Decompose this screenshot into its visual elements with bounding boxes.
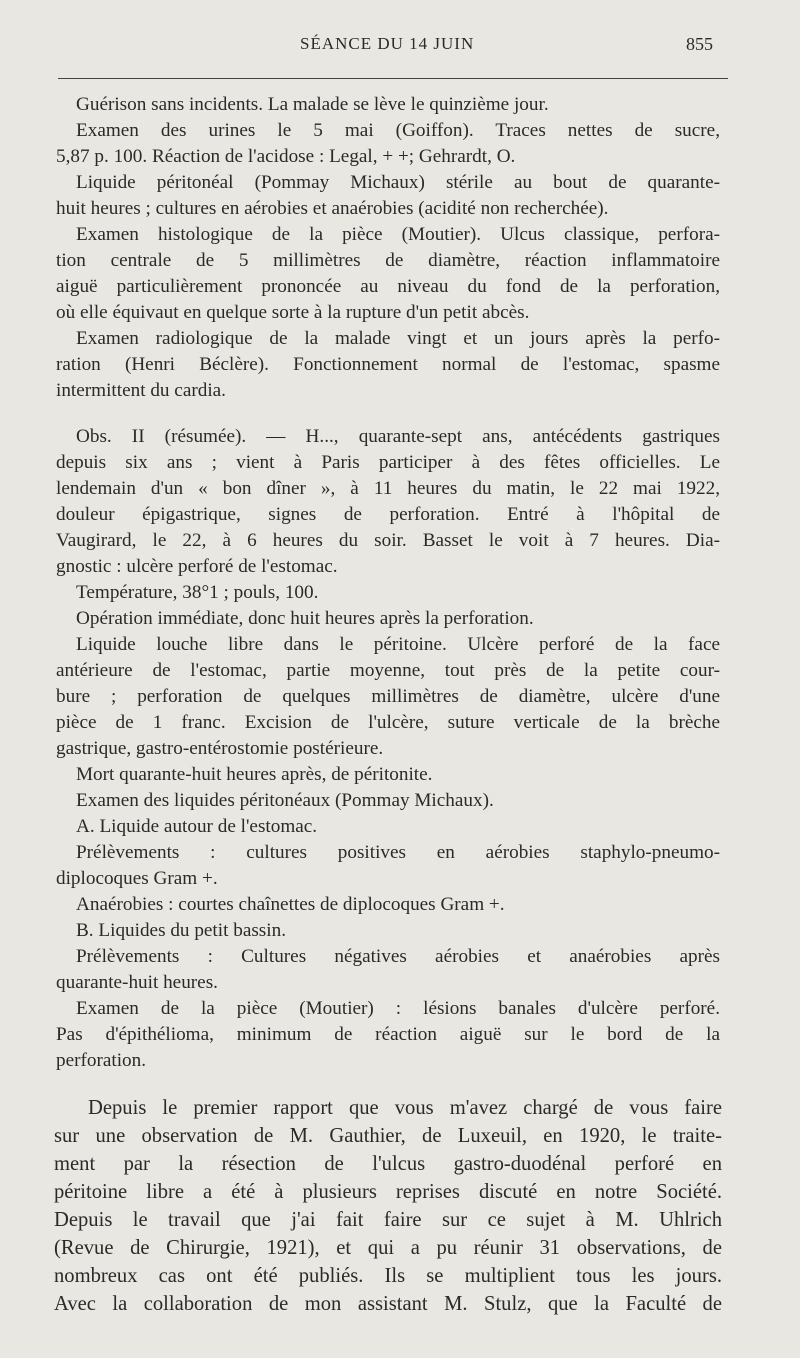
text-line: antérieure de l'estomac, partie moyenne, tout près de la petite cour-: [56, 660, 720, 681]
text-line: Examen radiologique de la malade vingt et un jours après la perfo-: [76, 328, 720, 349]
text-line: tion centrale de 5 millimètres de diamètre, réaction inflammatoire: [56, 250, 720, 271]
text-line: Depuis le premier rapport que vous m'avez chargé de vous faire: [88, 1097, 722, 1119]
text-line: où elle équivaut en quelque sorte à la rupture d'un petit abcès.: [56, 302, 530, 323]
text-line: Guérison sans incidents. La malade se lève le quinzième jour.: [76, 94, 549, 115]
text-line: nombreux cas ont été publiés. Ils se multiplient tous les jours.: [54, 1265, 722, 1287]
text-line: Mort quarante-huit heures après, de péritonite.: [76, 764, 433, 785]
text-line: Liquide péritonéal (Pommay Michaux) stérile au bout de quarante-: [76, 172, 720, 193]
page-header: [0, 34, 800, 58]
text-line: 5,87 p. 100. Réaction de l'acidose : Legal, + +; Gehrardt, O.: [56, 146, 516, 167]
text-line: gastrique, gastro-entérostomie postérieure.: [56, 738, 384, 759]
text-line: quarante-huit heures.: [56, 972, 218, 993]
text-line: Avec la collaboration de mon assistant M. Stulz, que la Faculté de: [54, 1293, 722, 1315]
text-line: Température, 38°1 ; pouls, 100.: [76, 582, 319, 603]
text-line: Examen de la pièce (Moutier) : lésions banales d'ulcère perforé.: [76, 998, 720, 1019]
text-line: Anaérobies : courtes chaînettes de diplocoques Gram +.: [76, 894, 505, 915]
text-line: Prélèvements : cultures positives en aérobies staphylo-pneumo-: [76, 842, 720, 863]
text-line: Prélèvements : Cultures négatives aérobies et anaérobies après: [76, 946, 720, 967]
text-line: péritoine libre a été à plusieurs reprises discuté en notre Société.: [54, 1181, 722, 1203]
text-line: Pas d'épithélioma, minimum de réaction aiguë sur le bord de la: [56, 1024, 720, 1045]
text-line: intermittent du cardia.: [56, 380, 226, 401]
text-line: diplocoques Gram +.: [56, 868, 218, 889]
text-line: ration (Henri Béclère). Fonctionnement normal de l'estomac, spasme: [56, 354, 720, 375]
text-line: bure ; perforation de quelques millimètres de diamètre, ulcère d'une: [56, 686, 720, 707]
text-line: gnostic : ulcère perforé de l'estomac.: [56, 556, 338, 577]
text-line: perforation.: [56, 1050, 147, 1071]
text-line: huit heures ; cultures en aérobies et anaérobies (acidité non recherchée).: [56, 198, 609, 219]
text-line: douleur épigastrique, signes de perforation. Entré à l'hôpital de: [56, 504, 720, 525]
text-line: ment par la résection de l'ulcus gastro-duodénal perforé en: [54, 1153, 722, 1175]
text-line: lendemain d'un « bon dîner », à 11 heures du matin, le 22 mai 1922,: [56, 478, 720, 499]
text-line: Vaugirard, le 22, à 6 heures du soir. Basset le voit à 7 heures. Dia-: [56, 530, 720, 551]
text-line: Liquide louche libre dans le péritoine. Ulcère perforé de la face: [76, 634, 720, 655]
text-line: depuis six ans ; vient à Paris participer à des fêtes officielles. Le: [56, 452, 720, 473]
text-line: Examen des liquides péritonéaux (Pommay Michaux).: [76, 790, 494, 811]
text-line: Obs. II (résumée). — H..., quarante-sept ans, antécédents gastriques: [76, 426, 720, 447]
header-rule: [58, 78, 728, 79]
text-line: Examen histologique de la pièce (Moutier). Ulcus classique, perfora-: [76, 224, 720, 245]
text-line: aiguë particulièrement prononcée au niveau du fond de la perforation,: [56, 276, 720, 297]
text-line: (Revue de Chirurgie, 1921), et qui a pu réunir 31 observations, de: [54, 1237, 722, 1259]
text-line: B. Liquides du petit bassin.: [76, 920, 286, 941]
text-line: sur une observation de M. Gauthier, de Luxeuil, en 1920, le traite-: [54, 1125, 722, 1147]
text-line: pièce de 1 franc. Excision de l'ulcère, suture verticale de la brèche: [56, 712, 720, 733]
text-line: Opération immédiate, donc huit heures après la perforation.: [76, 608, 534, 629]
page-number: 855: [686, 34, 713, 54]
text-line: Depuis le travail que j'ai fait faire sur ce sujet à M. Uhlrich: [54, 1209, 722, 1231]
text-line: Examen des urines le 5 mai (Goiffon). Traces nettes de sucre,: [76, 120, 720, 141]
running-title: SÉANCE DU 14 JUIN: [300, 34, 475, 53]
text-line: A. Liquide autour de l'estomac.: [76, 816, 318, 837]
